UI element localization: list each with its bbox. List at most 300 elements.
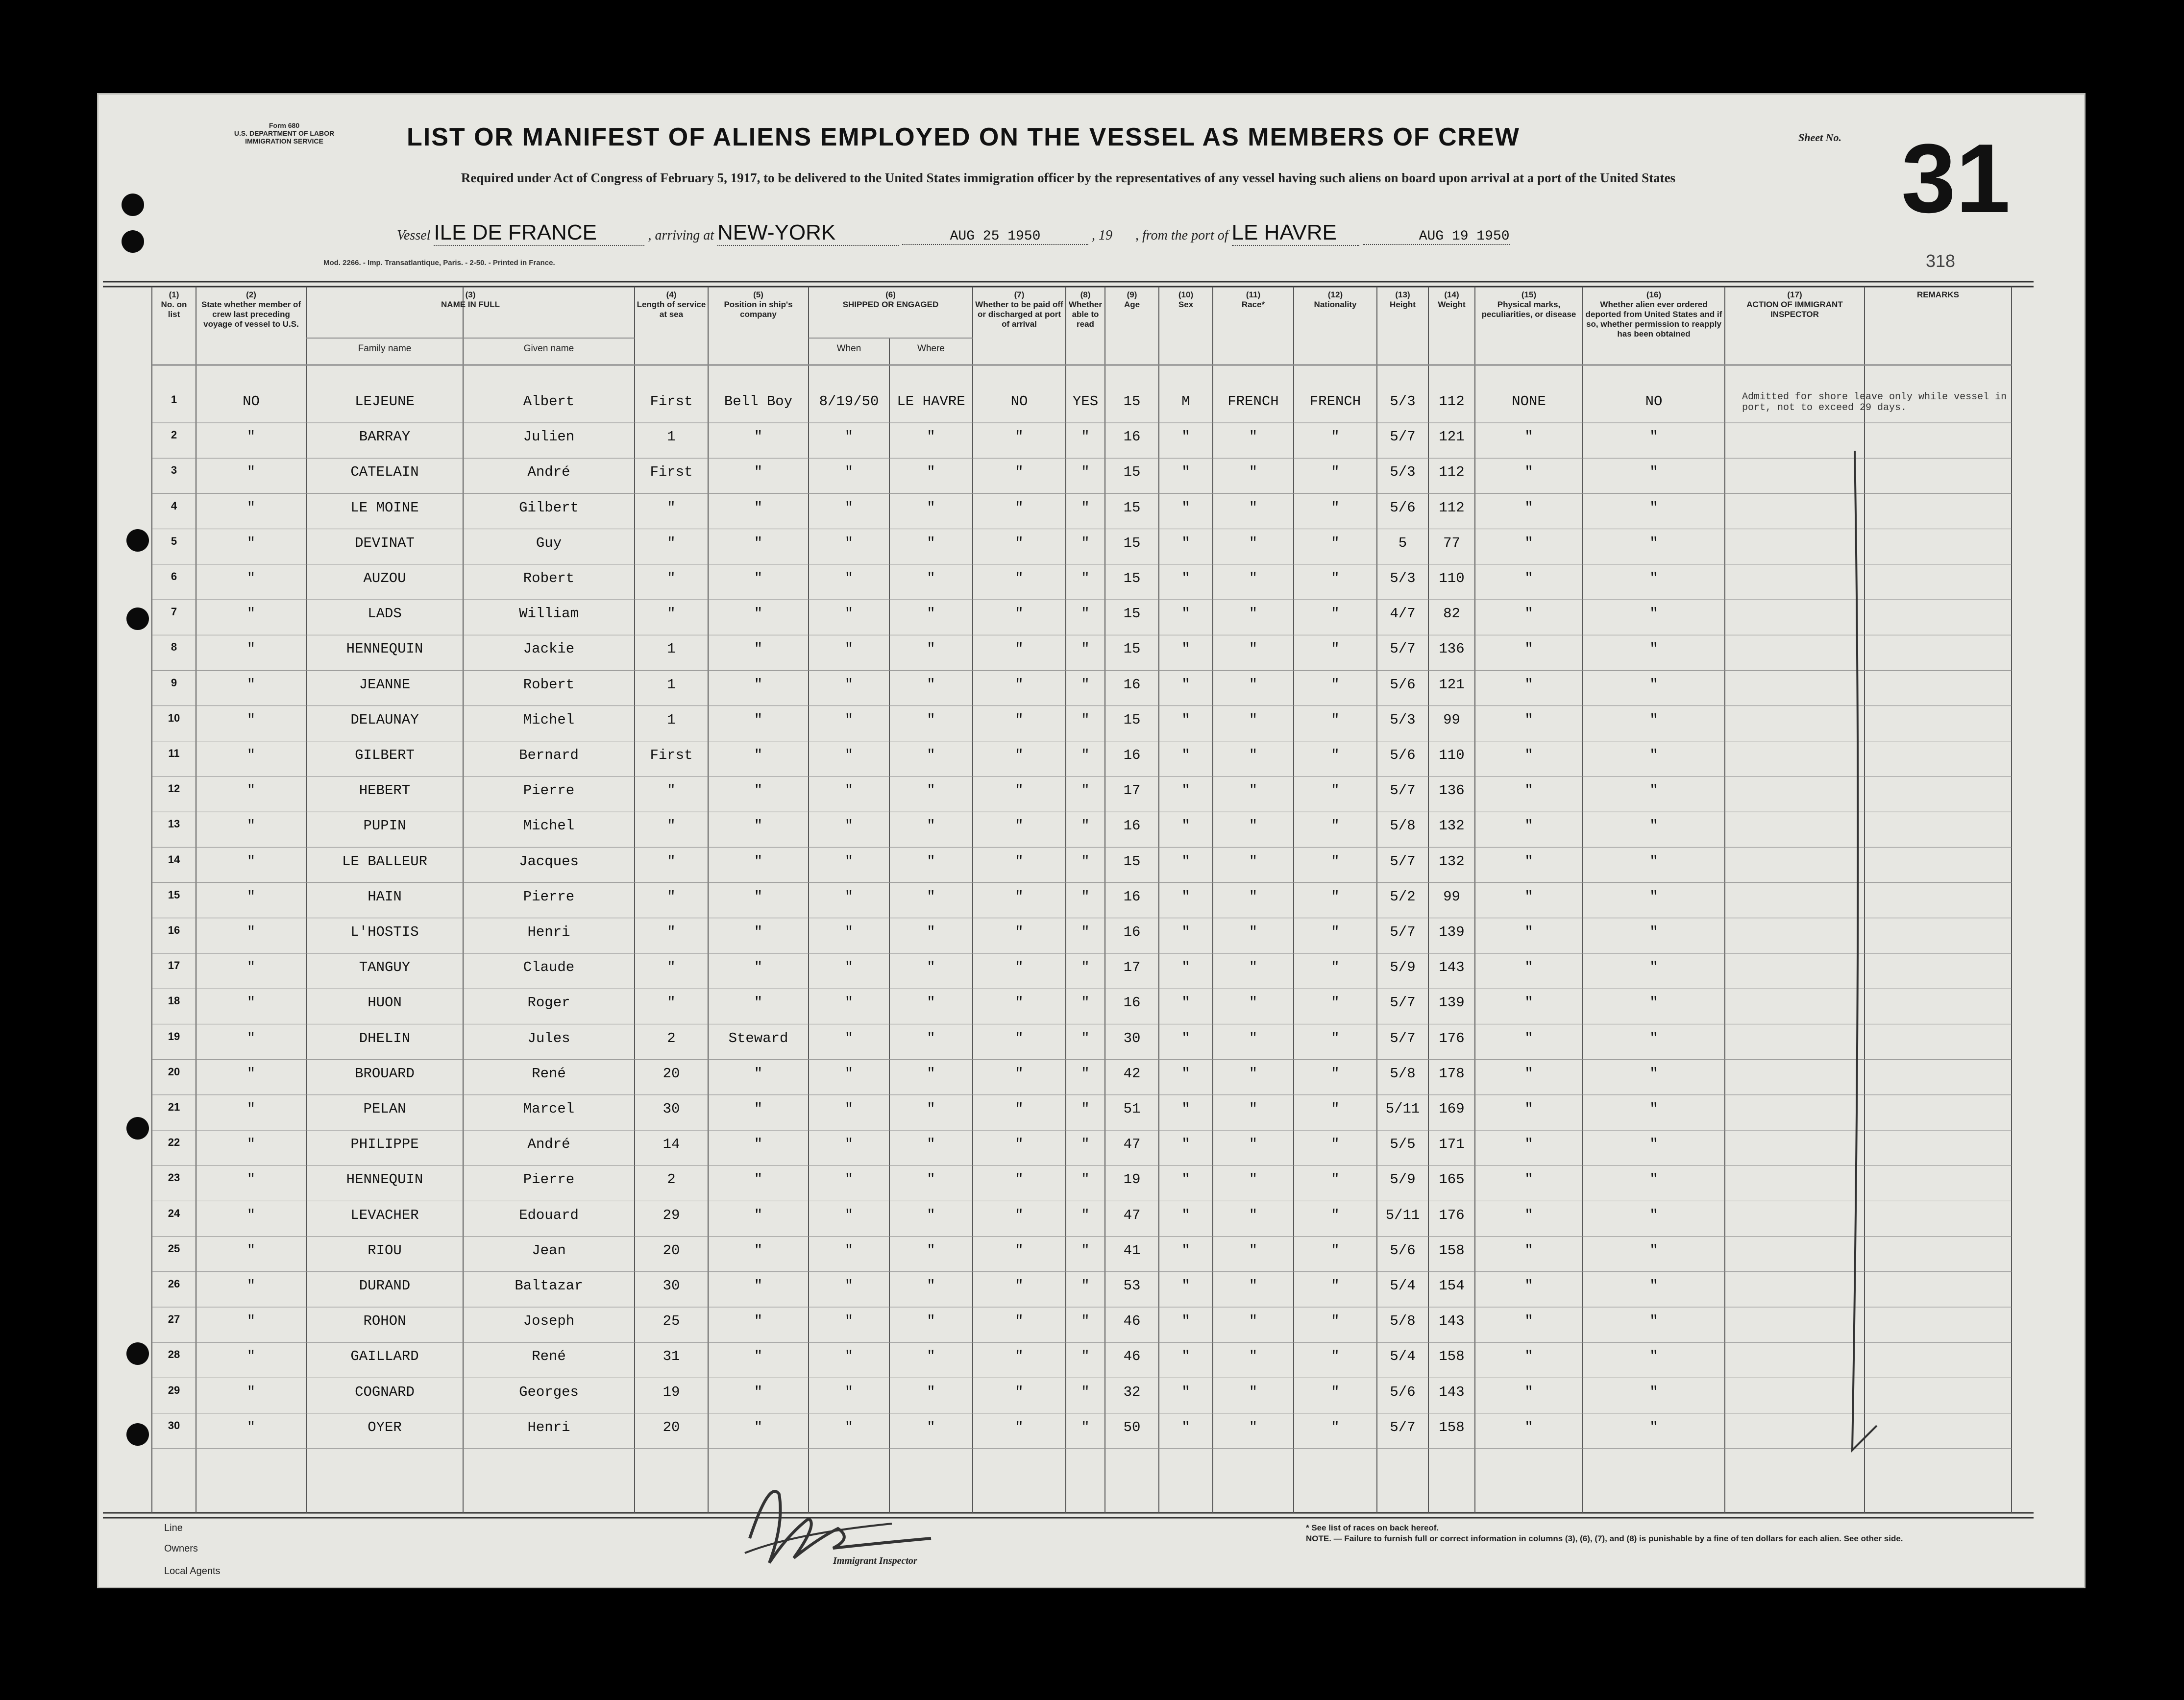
table-cell: " <box>1249 1136 1258 1153</box>
table-cell: " <box>1331 711 1340 728</box>
table-cell: 139 <box>1439 924 1465 940</box>
table-cell: " <box>1181 641 1190 657</box>
table-cell: " <box>1081 1030 1090 1046</box>
table-cell: LE BALLEUR <box>342 853 428 870</box>
table-cell: Julien <box>523 429 575 445</box>
table-cell: " <box>1181 464 1190 481</box>
column-number: (7) <box>1014 290 1025 299</box>
table-cell: " <box>667 818 676 834</box>
table-cell: " <box>1649 1136 1658 1153</box>
table-cell: " <box>246 711 256 728</box>
table-cell: " <box>1181 676 1190 693</box>
table-cell: " <box>1524 1101 1533 1117</box>
table-cell: " <box>754 1348 763 1365</box>
row-number: 21 <box>168 1101 180 1113</box>
row-number: 26 <box>168 1278 180 1290</box>
table-cell: " <box>246 1419 256 1435</box>
table-cell: Pierre <box>523 888 575 905</box>
table-cell: " <box>1331 1278 1340 1294</box>
table-cell: Albert <box>523 393 575 410</box>
table-cell: M <box>1181 393 1190 410</box>
column-number: (6) <box>885 290 896 299</box>
column-number: (10) <box>1178 290 1194 299</box>
table-cell: " <box>1649 606 1658 622</box>
table-cell: " <box>1331 924 1340 940</box>
footer-notes <box>1306 1523 1992 1544</box>
table-cell: " <box>844 499 854 516</box>
table-cell: René <box>532 1065 566 1082</box>
year-label: , 19 <box>1092 228 1112 243</box>
table-cell: " <box>1181 1065 1190 1082</box>
table-cell: " <box>927 1171 935 1188</box>
column-label: REMARKS <box>1917 290 1959 299</box>
table-cell: " <box>844 1207 854 1223</box>
table-cell: " <box>844 1384 854 1400</box>
table-cell: NO <box>1010 393 1028 410</box>
table-cell: " <box>1249 1101 1258 1117</box>
table-cell: " <box>1524 959 1533 976</box>
table-cell: " <box>1015 1030 1024 1046</box>
table-cell: " <box>246 1242 256 1259</box>
table-cell: 15 <box>1123 606 1141 622</box>
table-cell: " <box>844 1278 854 1294</box>
table-cell: " <box>1649 747 1658 763</box>
table-cell: " <box>1081 1242 1090 1259</box>
table-cell: " <box>844 853 854 870</box>
table-cell: 5/9 <box>1390 959 1416 976</box>
table-cell: André <box>527 464 570 481</box>
table-cell: " <box>927 1136 935 1153</box>
table-cell: " <box>1181 499 1190 516</box>
table-cell: " <box>844 924 854 940</box>
table-cell: 30 <box>663 1101 680 1117</box>
table-cell: HAIN <box>368 888 402 905</box>
table-cell: " <box>1649 924 1658 940</box>
table-cell: " <box>246 853 256 870</box>
vessel-name: ILE DE FRANCE <box>434 220 597 244</box>
table-cell: " <box>246 499 256 516</box>
table-cell: " <box>754 818 763 834</box>
table-cell: 20 <box>663 1419 680 1435</box>
table-cell: " <box>1331 1171 1340 1188</box>
row-number: 28 <box>168 1348 180 1361</box>
row-number: 8 <box>171 641 177 654</box>
table-cell: 5/6 <box>1390 676 1416 693</box>
table-cell: DELAUNAY <box>350 711 419 728</box>
column-header <box>1866 290 2010 300</box>
table-cell: " <box>667 888 676 905</box>
immigrant-inspector-label: Immigrant Inspector <box>833 1555 917 1566</box>
table-cell: 8/19/50 <box>819 393 879 410</box>
row-number: 22 <box>168 1136 180 1149</box>
table-cell: " <box>927 429 935 445</box>
table-cell: " <box>1081 429 1090 445</box>
table-cell: " <box>1249 499 1258 516</box>
service: IMMIGRATION SERVICE <box>245 137 323 145</box>
table-cell: " <box>1249 464 1258 481</box>
sheet-label: Sheet No. <box>1798 131 1841 144</box>
table-cell: 154 <box>1439 1278 1465 1294</box>
column-header <box>1161 290 1211 310</box>
table-cell: " <box>1524 1136 1533 1153</box>
table-cell: 5/11 <box>1385 1207 1420 1223</box>
table-cell: " <box>1015 1278 1024 1294</box>
row-number: 10 <box>168 711 180 724</box>
column-label: Whether alien ever ordered deported from United States and if so, whether permission to reapply has been obtained <box>1585 300 1722 339</box>
table-cell: " <box>1524 995 1533 1011</box>
table-cell: " <box>246 818 256 834</box>
table-cell: 158 <box>1439 1419 1465 1435</box>
line-label: Line <box>164 1523 183 1533</box>
table-cell: " <box>1081 1065 1090 1082</box>
table-cell: " <box>844 570 854 586</box>
table-cell: 132 <box>1439 853 1465 870</box>
table-cell: " <box>1081 853 1090 870</box>
table-cell: " <box>754 1136 763 1153</box>
table-cell: " <box>246 1065 256 1082</box>
table-cell: 136 <box>1439 782 1465 799</box>
table-cell: " <box>1331 464 1340 481</box>
table-cell: " <box>246 888 256 905</box>
table-cell: 110 <box>1439 747 1465 763</box>
table-cell: " <box>1331 1313 1340 1330</box>
table-cell: HUON <box>368 995 402 1011</box>
table-cell: " <box>1331 853 1340 870</box>
table-cell: " <box>1249 641 1258 657</box>
table-cell: " <box>754 1278 763 1294</box>
table-cell: 5/3 <box>1390 570 1416 586</box>
table-cell: " <box>1524 1065 1533 1082</box>
table-cell: LADS <box>368 606 402 622</box>
table-cell: 5/7 <box>1390 1030 1416 1046</box>
table-cell: " <box>1015 676 1024 693</box>
table-cell: " <box>246 570 256 586</box>
column-number: (15) <box>1521 290 1537 299</box>
table-cell: YES <box>1072 393 1099 410</box>
table-cell: " <box>1015 1419 1024 1435</box>
row-number: 13 <box>168 818 180 830</box>
table-cell: " <box>927 924 935 940</box>
table-cell: " <box>1015 747 1024 763</box>
column-label: No. on list <box>161 300 187 319</box>
table-cell: 171 <box>1439 1136 1465 1153</box>
table-cell: " <box>1015 995 1024 1011</box>
column-header <box>154 290 194 319</box>
table-cell: 46 <box>1123 1313 1141 1330</box>
table-cell: " <box>754 464 763 481</box>
column-label: Weight <box>1438 300 1466 309</box>
table-cell: " <box>1249 606 1258 622</box>
table-cell: 14 <box>663 1136 680 1153</box>
column-number: (12) <box>1327 290 1343 299</box>
table-cell: FRENCH <box>1227 393 1279 410</box>
table-cell: 112 <box>1439 393 1465 410</box>
table-cell: 176 <box>1439 1207 1465 1223</box>
table-cell: 16 <box>1123 995 1141 1011</box>
table-cell: Gilbert <box>519 499 579 516</box>
table-cell: " <box>1181 782 1190 799</box>
table-cell: " <box>667 782 676 799</box>
table-cell: " <box>1524 853 1533 870</box>
row-number: 20 <box>168 1065 180 1078</box>
column-header <box>1379 290 1426 310</box>
table-cell: " <box>1081 1171 1090 1188</box>
table-cell: " <box>1181 1101 1190 1117</box>
table-cell: " <box>1331 570 1340 586</box>
table-cell: " <box>1649 711 1658 728</box>
table-cell: " <box>1081 676 1090 693</box>
table-cell: Jules <box>527 1030 570 1046</box>
table-cell: " <box>1249 1348 1258 1365</box>
table-cell: " <box>1249 1278 1258 1294</box>
table-cell: " <box>1081 606 1090 622</box>
column-header <box>308 290 633 310</box>
table-cell: PELAN <box>363 1101 406 1117</box>
table-cell: 1 <box>667 676 676 693</box>
table-cell: 5/9 <box>1390 1171 1416 1188</box>
column-header <box>1477 290 1581 319</box>
table-cell: " <box>1331 641 1340 657</box>
table-cell: " <box>246 924 256 940</box>
table-cell: 5/7 <box>1390 429 1416 445</box>
table-cell: Pierre <box>523 1171 575 1188</box>
table-cell: 5/8 <box>1390 1065 1416 1082</box>
table-cell: " <box>1649 818 1658 834</box>
column-label: Height <box>1390 300 1416 309</box>
column-header <box>810 290 971 310</box>
table-cell: " <box>1524 782 1533 799</box>
table-cell: 2 <box>667 1030 676 1046</box>
column-number: (14) <box>1444 290 1459 299</box>
table-cell: " <box>667 606 676 622</box>
row-number: 30 <box>168 1419 180 1432</box>
table-cell: " <box>1181 1136 1190 1153</box>
column-number: (3) <box>465 290 476 299</box>
table-cell: " <box>1081 1101 1090 1117</box>
sheet-number: 31 <box>1901 124 2011 233</box>
table-cell: " <box>1331 995 1340 1011</box>
table-cell: " <box>754 1171 763 1188</box>
table-cell: " <box>246 641 256 657</box>
table-cell: " <box>1249 995 1258 1011</box>
table-cell: Robert <box>523 676 575 693</box>
table-cell: " <box>1649 1065 1658 1082</box>
column-label: Whether to be paid off or discharged at port of arrival <box>975 300 1063 329</box>
row-number: 29 <box>168 1384 180 1396</box>
table-cell: " <box>844 641 854 657</box>
table-cell: 15 <box>1123 464 1141 481</box>
table-cell: " <box>1081 570 1090 586</box>
column-header <box>975 290 1064 329</box>
table-cell: " <box>927 1065 935 1082</box>
table-cell: " <box>1331 534 1340 551</box>
table-cell: Georges <box>519 1384 579 1400</box>
table-cell: HEBERT <box>359 782 411 799</box>
table-cell: " <box>246 534 256 551</box>
from-label: , from the port of <box>1135 228 1228 243</box>
table-cell: " <box>1081 1313 1090 1330</box>
table-cell: " <box>1331 782 1340 799</box>
table-cell: " <box>1249 853 1258 870</box>
table-cell: " <box>927 1419 935 1435</box>
table-cell: " <box>1331 676 1340 693</box>
arriving-label: , arriving at <box>648 228 714 243</box>
table-cell: " <box>754 853 763 870</box>
table-cell: " <box>667 499 676 516</box>
vessel-label: Vessel <box>397 228 431 243</box>
table-cell: 17 <box>1123 782 1141 799</box>
table-cell: " <box>1524 747 1533 763</box>
table-cell: OYER <box>368 1419 402 1435</box>
table-cell: " <box>754 570 763 586</box>
table-cell: 16 <box>1123 429 1141 445</box>
table-cell: " <box>1015 1348 1024 1365</box>
table-cell: " <box>1081 782 1090 799</box>
table-cell: 50 <box>1123 1419 1141 1435</box>
table-cell: 1 <box>667 641 676 657</box>
table-cell: NO <box>1645 393 1663 410</box>
column-number: (2) <box>246 290 256 299</box>
table-cell: " <box>1249 429 1258 445</box>
table-cell: 4/7 <box>1390 606 1416 622</box>
table-cell: 31 <box>663 1348 680 1365</box>
table-cell: " <box>667 534 676 551</box>
table-cell: " <box>246 1278 256 1294</box>
table-cell: 47 <box>1123 1207 1141 1223</box>
column-number: (9) <box>1127 290 1137 299</box>
table-cell: 158 <box>1439 1348 1465 1365</box>
table-cell: 2 <box>667 1171 676 1188</box>
table-cell: 5/7 <box>1390 641 1416 657</box>
table-cell: " <box>1649 995 1658 1011</box>
table-cell: " <box>1081 1278 1090 1294</box>
table-cell: 5/8 <box>1390 1313 1416 1330</box>
table-cell: 132 <box>1439 818 1465 834</box>
page-title: LIST OR MANIFEST OF ALIENS EMPLOYED ON THE VESSEL AS MEMBERS OF CREW <box>407 123 1520 151</box>
table-cell: " <box>1015 606 1024 622</box>
table-cell: " <box>1249 534 1258 551</box>
departure-date: AUG 19 1950 <box>1419 229 1510 244</box>
table-cell: " <box>1649 464 1658 481</box>
table-cell: 15 <box>1123 570 1141 586</box>
row-number: 4 <box>171 499 177 512</box>
column-header <box>1727 290 1863 319</box>
table-cell: 20 <box>663 1242 680 1259</box>
column-label: SHIPPED OR ENGAGED <box>842 300 939 309</box>
table-cell: " <box>1649 429 1658 445</box>
table-cell: " <box>246 1348 256 1365</box>
table-cell: NO <box>243 393 260 410</box>
table-cell: " <box>1081 888 1090 905</box>
table-cell: First <box>650 393 693 410</box>
table-cell: 46 <box>1123 1348 1141 1365</box>
table-cell: " <box>1181 711 1190 728</box>
table-cell: " <box>1249 1419 1258 1435</box>
table-cell: HENNEQUIN <box>346 1171 423 1188</box>
table-cell: " <box>1649 1278 1658 1294</box>
table-cell: 29 <box>663 1207 680 1223</box>
table-cell: 5/8 <box>1390 818 1416 834</box>
column-number: (16) <box>1646 290 1662 299</box>
table-cell: " <box>927 676 935 693</box>
row-number: 15 <box>168 888 180 901</box>
table-cell: " <box>1249 924 1258 940</box>
table-cell: 53 <box>1123 1278 1141 1294</box>
arriving-port: NEW-YORK <box>717 220 836 244</box>
handwritten-number: 318 <box>1926 251 1956 271</box>
table-cell: 15 <box>1123 641 1141 657</box>
table-cell: " <box>667 959 676 976</box>
table-cell: " <box>1081 924 1090 940</box>
table-cell: " <box>1331 606 1340 622</box>
column-number: (1) <box>169 290 179 299</box>
table-cell: 158 <box>1439 1242 1465 1259</box>
table-cell: 5/6 <box>1390 1242 1416 1259</box>
table-cell: " <box>1331 499 1340 516</box>
table-cell: " <box>1015 1171 1024 1188</box>
table-cell: 136 <box>1439 641 1465 657</box>
table-cell: " <box>844 1419 854 1435</box>
table-cell: " <box>1081 1207 1090 1223</box>
table-cell: " <box>844 1313 854 1330</box>
table-cell: 30 <box>1123 1030 1141 1046</box>
table-cell: " <box>754 641 763 657</box>
table-cell: " <box>927 499 935 516</box>
table-cell: " <box>1331 1242 1340 1259</box>
table-cell: 139 <box>1439 995 1465 1011</box>
table-cell: André <box>527 1136 570 1153</box>
table-cell: Jacques <box>519 853 579 870</box>
table-cell: " <box>927 1101 935 1117</box>
table-cell: 165 <box>1439 1171 1465 1188</box>
table-cell: William <box>519 606 579 622</box>
table-cell: " <box>1524 1313 1533 1330</box>
row-number: 3 <box>171 464 177 477</box>
table-cell: 16 <box>1123 888 1141 905</box>
row-number: 27 <box>168 1313 180 1326</box>
fine-note: NOTE. — Failure to furnish full or correct information in columns (3), (6), (7), and (8) is punishable by a fine of ten dollars for each alien. See other side. <box>1306 1534 1903 1543</box>
table-cell: Pierre <box>523 782 575 799</box>
table-cell: ROHON <box>363 1313 406 1330</box>
table-cell: " <box>844 1101 854 1117</box>
table-cell: 143 <box>1439 959 1465 976</box>
table-cell: AUZOU <box>363 570 406 586</box>
table-cell: 19 <box>1123 1171 1141 1188</box>
table-cell: NONE <box>1512 393 1546 410</box>
table-cell: " <box>246 747 256 763</box>
table-cell: " <box>1181 1207 1190 1223</box>
table-cell: " <box>1649 1384 1658 1400</box>
table-cell: " <box>1081 1348 1090 1365</box>
table-cell: Roger <box>527 995 570 1011</box>
table-cell: " <box>1181 534 1190 551</box>
table-cell: Baltazar <box>515 1278 583 1294</box>
table-cell: " <box>1249 782 1258 799</box>
table-cell: 5/4 <box>1390 1348 1416 1365</box>
column-number: (13) <box>1395 290 1410 299</box>
table-cell: " <box>844 1242 854 1259</box>
table-cell: 15 <box>1123 711 1141 728</box>
table-cell: Edouard <box>519 1207 579 1223</box>
table-cell: " <box>754 1313 763 1330</box>
table-cell: DHELIN <box>359 1030 411 1046</box>
table-cell: " <box>246 995 256 1011</box>
table-cell: 5/6 <box>1390 499 1416 516</box>
table-cell: " <box>1331 888 1340 905</box>
table-cell: " <box>844 1136 854 1153</box>
row-number: 5 <box>171 534 177 547</box>
table-cell: " <box>844 1030 854 1046</box>
